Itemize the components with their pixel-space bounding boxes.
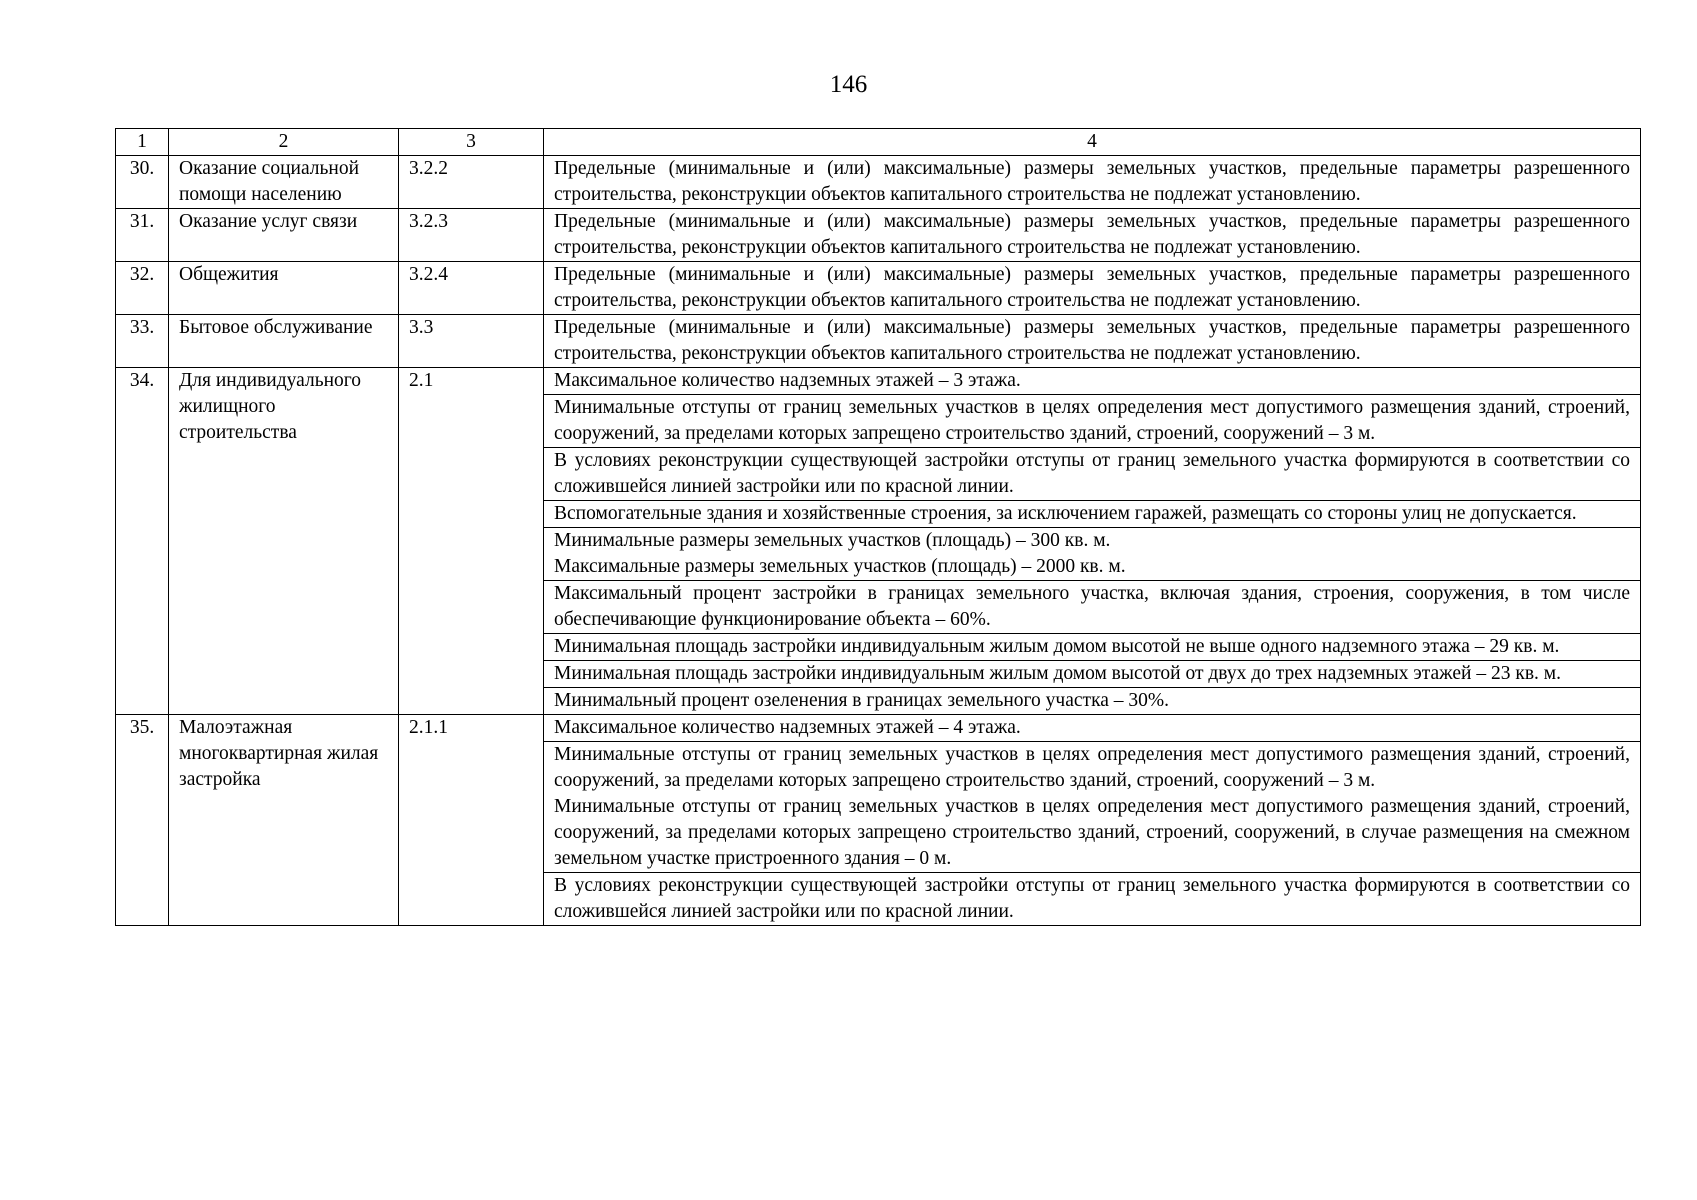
column-header-1: 1 xyxy=(116,129,169,156)
row-number: 34. xyxy=(116,368,169,715)
parameter-cell xyxy=(544,528,1641,581)
land-use-type: Оказание социальной помощи населению xyxy=(169,156,399,209)
table-row xyxy=(116,368,1641,395)
land-use-type: Оказание услуг связи xyxy=(169,209,399,262)
land-use-code: 3.2.2 xyxy=(399,156,544,209)
parameter-text: Предельные (минимальные и (или) максимальные) размеры земельных участков, предельные параметры разрешенного строительства, реконструкции объектов капитального строительства не подлежат установлению. xyxy=(544,315,1641,368)
parameter-text: Минимальные отступы от границ земельных участков в целях определения мест допустимого размещения зданий, строений, сооружений, за пределами которых запрещено строительство зданий, строений, сооружений, в случае размещения на смежном земельном участке пристроенного здания – 0 м. xyxy=(544,794,1641,873)
table-header-row xyxy=(116,129,1641,156)
table-row xyxy=(116,715,1641,742)
land-use-type: Общежития xyxy=(169,262,399,315)
row-number: 33. xyxy=(116,315,169,368)
land-use-type: Бытовое обслуживание xyxy=(169,315,399,368)
land-use-code: 3.2.4 xyxy=(399,262,544,315)
column-header-3: 3 xyxy=(399,129,544,156)
row-number: 30. xyxy=(116,156,169,209)
parameter-text: Минимальный процент озеленения в границах земельного участка – 30%. xyxy=(544,688,1641,715)
regulations-table xyxy=(115,128,1641,926)
parameter-text: Максимальные размеры земельных участков (площадь) – 2000 кв. м. xyxy=(554,556,1126,577)
parameter-text: Максимальное количество надземных этажей – 4 этажа. xyxy=(544,715,1641,742)
table-row xyxy=(116,315,1641,368)
land-use-type: Для индивидуального жилищного строительства xyxy=(169,368,399,715)
parameter-text: В условиях реконструкции существующей застройки отступы от границ земельного участка формируются в соответствии со сложившейся линией застройки или по красной линии. xyxy=(544,873,1641,926)
land-use-code: 2.1.1 xyxy=(399,715,544,926)
page-number: 146 xyxy=(829,71,868,98)
column-header-4: 4 xyxy=(544,129,1641,156)
parameter-text: Минимальные отступы от границ земельных участков в целях определения мест допустимого размещения зданий, строений, сооружений, за пределами которых запрещено строительство зданий, строений, сооружений – 3 м. xyxy=(544,395,1641,448)
column-header-2: 2 xyxy=(169,129,399,156)
row-number: 35. xyxy=(116,715,169,926)
parameter-text: Максимальное количество надземных этажей – 3 этажа. xyxy=(544,368,1641,395)
land-use-code: 3.3 xyxy=(399,315,544,368)
row-number: 31. xyxy=(116,209,169,262)
parameter-text: Минимальные отступы от границ земельных участков в целях определения мест допустимого размещения зданий, строений, сооружений, за пределами которых запрещено строительство зданий, строений, сооружений – 3 м. xyxy=(544,742,1641,795)
table-row xyxy=(116,262,1641,315)
parameter-text: Максимальный процент застройки в границах земельного участка, включая здания, строения, сооружения, в том числе обеспечивающие функционирование объекта – 60%. xyxy=(544,581,1641,634)
table-row xyxy=(116,156,1641,209)
parameter-text: Минимальная площадь застройки индивидуальным жилым домом высотой не выше одного надземного этажа – 29 кв. м. xyxy=(544,634,1641,661)
table-row xyxy=(116,209,1641,262)
land-use-code: 3.2.3 xyxy=(399,209,544,262)
parameter-text: Предельные (минимальные и (или) максимальные) размеры земельных участков, предельные параметры разрешенного строительства, реконструкции объектов капитального строительства не подлежат установлению. xyxy=(544,262,1641,315)
parameter-text: Вспомогательные здания и хозяйственные строения, за исключением гаражей, размещать со стороны улиц не допускается. xyxy=(544,501,1641,528)
parameter-text: Предельные (минимальные и (или) максимальные) размеры земельных участков, предельные параметры разрешенного строительства, реконструкции объектов капитального строительства не подлежат установлению. xyxy=(544,156,1641,209)
land-use-code: 2.1 xyxy=(399,368,544,715)
land-use-type: Малоэтажная многоквартирная жилая застройка xyxy=(169,715,399,926)
row-number: 32. xyxy=(116,262,169,315)
parameter-text: Минимальные размеры земельных участков (площадь) – 300 кв. м. xyxy=(554,530,1111,551)
parameter-text: В условиях реконструкции существующей застройки отступы от границ земельного участка формируются в соответствии со сложившейся линией застройки или по красной линии. xyxy=(544,448,1641,501)
parameter-text: Предельные (минимальные и (или) максимальные) размеры земельных участков, предельные параметры разрешенного строительства, реконструкции объектов капитального строительства не подлежат установлению. xyxy=(544,209,1641,262)
parameter-text: Минимальная площадь застройки индивидуальным жилым домом высотой от двух до трех надземных этажей – 23 кв. м. xyxy=(544,661,1641,688)
